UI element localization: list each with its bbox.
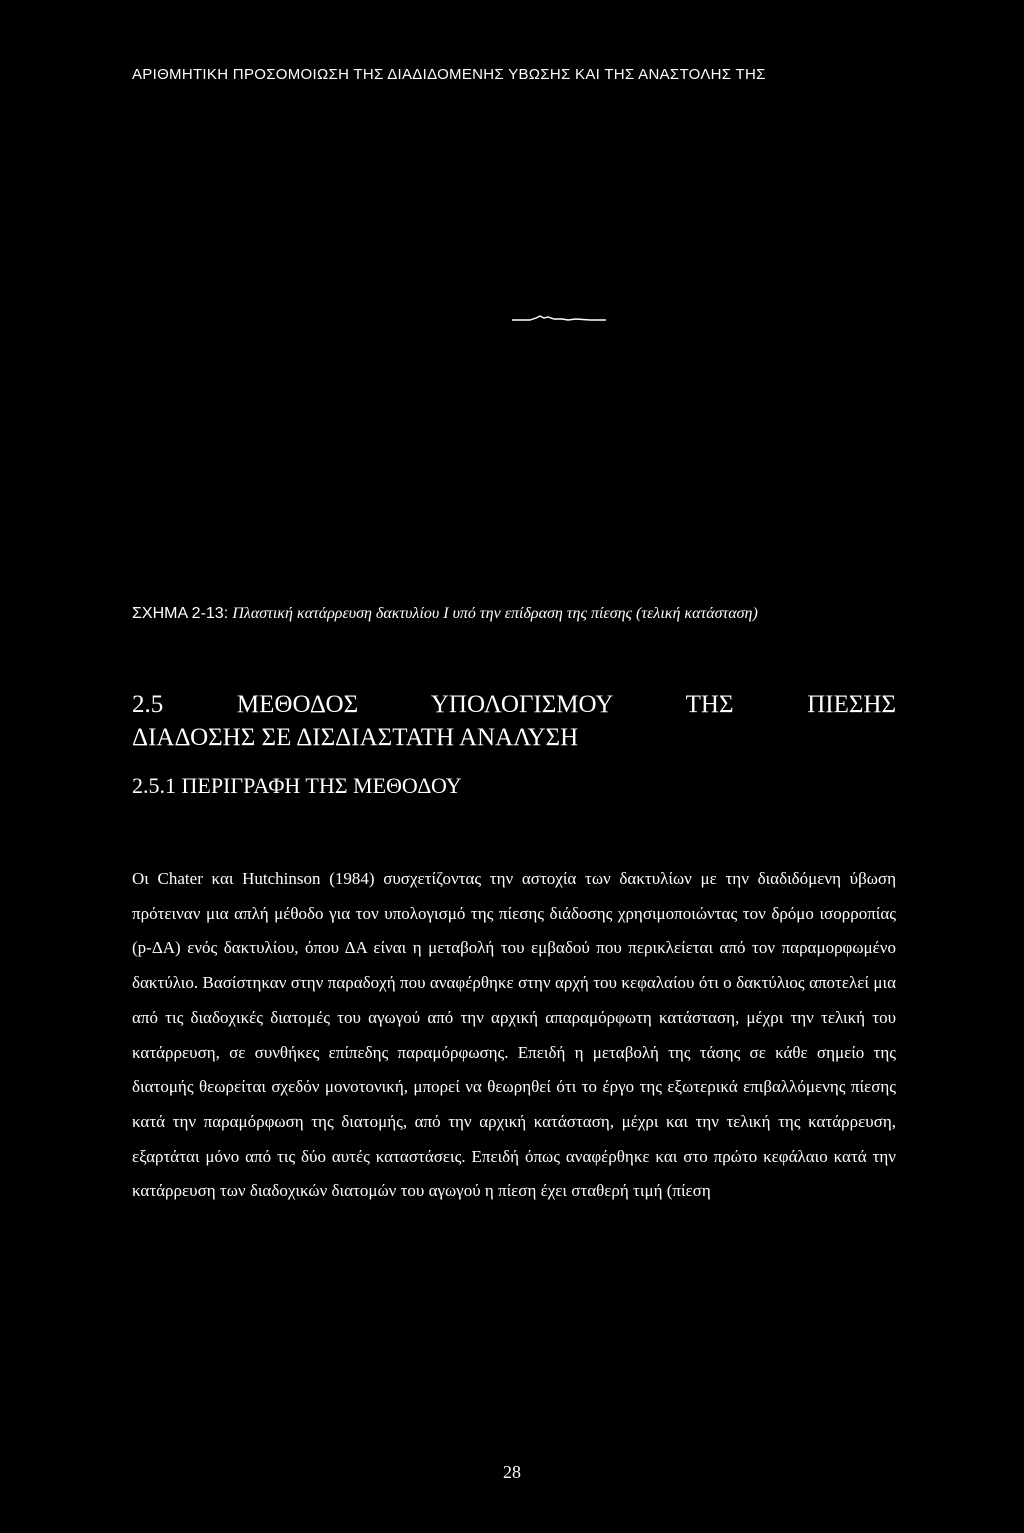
subsection-title: 2.5.1 ΠΕΡΙΓΡΑΦΗ ΤΗΣ ΜΕΘΟΔΟΥ [132,773,462,798]
figure-caption-label: ΣΧΗΜΑ 2-13: [132,605,229,622]
section-title-line2: ΔΙΑΔΟΣΗΣ ΣΕ ΔΙΣΔΙΑΣΤΑΤΗ ΑΝΑΛΥΣΗ [132,724,579,751]
figure-area [132,110,896,580]
section-title-line1: 2.5 ΜΕΘΟΔΟΣ ΥΠΟΛΟΓΙΣΜΟΥ ΤΗΣ ΠΙΕΣΗΣ [132,691,896,718]
collapsed-ring-figure [510,312,610,324]
figure-caption [132,601,896,627]
section-title [132,688,896,754]
figure-caption-text: Πλαστική κατάρρευση δακτυλίου Ι υπό την επίδραση της πίεσης (τελική κατάσταση) [232,605,758,622]
body-paragraph: Οι Chater και Hutchinson (1984) συσχετίζοντας την αστοχία των δακτυλίων με την διαδιδόμενη ύβωση πρότειναν μια απλή μέθοδο για τον υπολογισμό της πίεσης διάδοσης χρησιμοποιώντας τον δρόμο ισορροπίας (p-ΔΑ) ενός δακτυλίου, όπου ΔΑ είναι η μεταβολή του εμβαδού που περικλείεται από τον παραμορφωμένο δακτύλιο. Βασίστηκαν στην παραδοχή που αναφέρθηκε στην αρχή του κεφαλαίου ότι ο δακτύλιος αποτελεί μια από τις διαδοχικές διατομές του αγωγού από την αρχική απαραμόρφωτη κατάσταση, μέχρι την τελική του κατάρρευση, σε συνθήκες επίπεδης παραμόρφωσης. Επειδή η μεταβολή της τάσης σε κάθε σημείο της διατομής θεωρείται σχεδόν μονοτονική, μπορεί να θεωρηθεί ότι το έργο της εξωτερικά επιβαλλόμενης πίεσης κατά την παραμόρφωση της διατομής, από την αρχική κατάσταση, μέχρι και την τελική της κατάρρευση, εξαρτάται μόνο από τις δύο αυτές καταστάσεις. Επειδή όπως αναφέρθηκε και στο πρώτο κεφάλαιο κατά την κατάρρευση των διαδοχικών διατομών του αγωγού η πίεση έχει σταθερή τιμή (πίεση [132,869,896,1201]
running-header: ΑΡΙΘΜΗΤΙΚΗ ΠΡΟΣΟΜΟΙΩΣΗ ΤΗΣ ΔΙΑΔΙΔΟΜΕΝΗΣ ΥΒΩΣΗΣ ΚΑΙ ΤΗΣ ΑΝΑΣΤΟΛΗΣ ΤΗΣ [132,66,766,83]
page-number: 28 [503,1462,521,1482]
